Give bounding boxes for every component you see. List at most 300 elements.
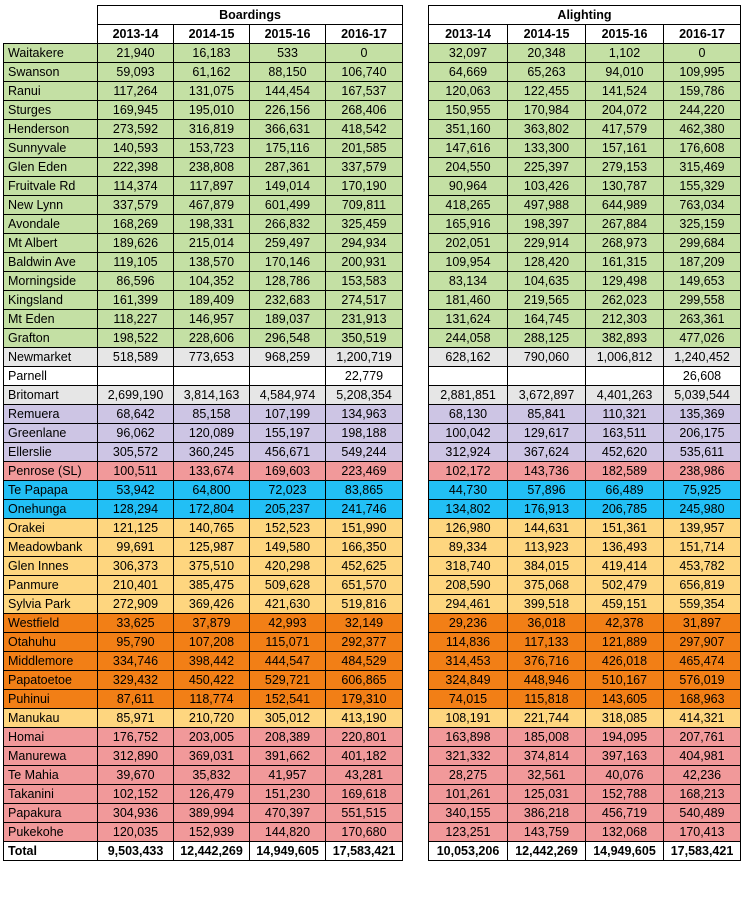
boardings-value: 223,469 [326, 462, 403, 481]
alighting-value: 244,220 [664, 101, 741, 120]
boardings-value: 151,230 [250, 785, 326, 804]
table-row [4, 234, 403, 253]
alighting-value: 351,160 [429, 120, 508, 139]
boardings-value: 87,611 [98, 690, 174, 709]
alighting-value: 414,321 [664, 709, 741, 728]
alighting-value: 207,761 [664, 728, 741, 747]
boardings-value: 120,089 [174, 424, 250, 443]
boardings-value: 421,630 [250, 595, 326, 614]
alighting-value: 121,889 [586, 633, 664, 652]
alighting-value: 114,836 [429, 633, 508, 652]
boardings-value: 484,529 [326, 652, 403, 671]
boardings-value: 325,459 [326, 215, 403, 234]
boardings-value: 146,957 [174, 310, 250, 329]
boardings-value: 37,879 [174, 614, 250, 633]
station-name: Ellerslie [4, 443, 98, 462]
alighting-value: 159,786 [664, 82, 741, 101]
alighting-value: 367,624 [508, 443, 586, 462]
alighting-value: 150,955 [429, 101, 508, 120]
boardings-value [250, 367, 326, 386]
boardings-value: 131,075 [174, 82, 250, 101]
table-row [4, 500, 403, 519]
alighting-value: 382,893 [586, 329, 664, 348]
alighting-value: 176,608 [664, 139, 741, 158]
boardings-value: 304,936 [98, 804, 174, 823]
boardings-value: 149,580 [250, 538, 326, 557]
station-name: Henderson [4, 120, 98, 139]
alighting-value: 198,397 [508, 215, 586, 234]
boardings-value: 126,479 [174, 785, 250, 804]
alighting-value: 57,896 [508, 481, 586, 500]
boardings-value: 418,542 [326, 120, 403, 139]
boardings-value: 169,945 [98, 101, 174, 120]
station-name: Onehunga [4, 500, 98, 519]
station-name: Orakei [4, 519, 98, 538]
boardings-value: 306,373 [98, 557, 174, 576]
alighting-value: 453,782 [664, 557, 741, 576]
boardings-value: 117,264 [98, 82, 174, 101]
table-row [429, 101, 741, 120]
boardings-value: 61,162 [174, 63, 250, 82]
alighting-value: 151,714 [664, 538, 741, 557]
station-name: Manurewa [4, 747, 98, 766]
table-row [429, 329, 741, 348]
boardings-value: 152,523 [250, 519, 326, 538]
year-header: 2014-15 [508, 25, 586, 44]
alighting-value: 448,946 [508, 671, 586, 690]
table-row [4, 329, 403, 348]
boardings-value: 153,723 [174, 139, 250, 158]
alighting-value: 1,102 [586, 44, 664, 63]
boardings-value: 114,374 [98, 177, 174, 196]
table-row [4, 120, 403, 139]
boardings-value: 529,721 [250, 671, 326, 690]
alighting-table [428, 5, 741, 861]
station-name: Baldwin Ave [4, 253, 98, 272]
boardings-value: 4,584,974 [250, 386, 326, 405]
boardings-value: 228,606 [174, 329, 250, 348]
alighting-value: 294,461 [429, 595, 508, 614]
boardings-value: 203,005 [174, 728, 250, 747]
boardings-value: 444,547 [250, 652, 326, 671]
alighting-value: 576,019 [664, 671, 741, 690]
table-row [4, 215, 403, 234]
boardings-value: 83,865 [326, 481, 403, 500]
station-name: Swanson [4, 63, 98, 82]
table-row [429, 386, 741, 405]
alighting-value: 288,125 [508, 329, 586, 348]
table-row [429, 177, 741, 196]
alighting-value: 5,039,544 [664, 386, 741, 405]
alighting-value: 185,008 [508, 728, 586, 747]
station-name: Glen Innes [4, 557, 98, 576]
boardings-value [174, 367, 250, 386]
alighting-value: 465,474 [664, 652, 741, 671]
station-name: Fruitvale Rd [4, 177, 98, 196]
boardings-value: 198,522 [98, 329, 174, 348]
alighting-value: 559,354 [664, 595, 741, 614]
alighting-total: 14,949,605 [586, 842, 664, 861]
station-name: Newmarket [4, 348, 98, 367]
boardings-value: 121,125 [98, 519, 174, 538]
alighting-value: 384,015 [508, 557, 586, 576]
table-row [429, 443, 741, 462]
alighting-value: 40,076 [586, 766, 664, 785]
boardings-value: 968,259 [250, 348, 326, 367]
alighting-value: 134,802 [429, 500, 508, 519]
boardings-value: 64,800 [174, 481, 250, 500]
alighting-value: 2,881,851 [429, 386, 508, 405]
boardings-value: 533 [250, 44, 326, 63]
alighting-value: 20,348 [508, 44, 586, 63]
alighting-value: 229,914 [508, 234, 586, 253]
table-row [4, 766, 403, 785]
alighting-value: 397,163 [586, 747, 664, 766]
alighting-value: 318,085 [586, 709, 664, 728]
alighting-value: 297,907 [664, 633, 741, 652]
boardings-value: 709,811 [326, 196, 403, 215]
boardings-value: 3,814,163 [174, 386, 250, 405]
boardings-value: 205,237 [250, 500, 326, 519]
boardings-value: 179,310 [326, 690, 403, 709]
boardings-value: 189,409 [174, 291, 250, 310]
boardings-value: 88,150 [250, 63, 326, 82]
boardings-value: 198,188 [326, 424, 403, 443]
table-row [4, 557, 403, 576]
boardings-value: 118,774 [174, 690, 250, 709]
boardings-value: 140,765 [174, 519, 250, 538]
boardings-value: 144,454 [250, 82, 326, 101]
table-row [429, 785, 741, 804]
table-row [4, 747, 403, 766]
alighting-value: 32,097 [429, 44, 508, 63]
boardings-value: 509,628 [250, 576, 326, 595]
boardings-value: 274,517 [326, 291, 403, 310]
alighting-value: 194,095 [586, 728, 664, 747]
alighting-value: 113,923 [508, 538, 586, 557]
boardings-value: 369,031 [174, 747, 250, 766]
alighting-value: 656,819 [664, 576, 741, 595]
total-label: Total [4, 842, 98, 861]
boardings-value: 43,281 [326, 766, 403, 785]
boardings-value: 68,642 [98, 405, 174, 424]
table-row [4, 633, 403, 652]
table-row [4, 785, 403, 804]
alighting-value: 109,954 [429, 253, 508, 272]
boardings-value: 200,931 [326, 253, 403, 272]
table-row [429, 576, 741, 595]
alighting-value: 477,026 [664, 329, 741, 348]
table-row [4, 405, 403, 424]
station-name: Ranui [4, 82, 98, 101]
boardings-value: 334,746 [98, 652, 174, 671]
year-header: 2015-16 [586, 25, 664, 44]
alighting-value: 83,134 [429, 272, 508, 291]
alighting-value: 644,989 [586, 196, 664, 215]
alighting-value: 139,957 [664, 519, 741, 538]
alighting-value: 221,744 [508, 709, 586, 728]
boardings-value: 168,269 [98, 215, 174, 234]
alighting-value: 206,175 [664, 424, 741, 443]
alighting-value: 44,730 [429, 481, 508, 500]
boardings-value: 389,994 [174, 804, 250, 823]
alighting-value [586, 367, 664, 386]
alighting-value: 314,453 [429, 652, 508, 671]
station-name: Sylvia Park [4, 595, 98, 614]
alighting-value: 28,275 [429, 766, 508, 785]
boardings-value: 360,245 [174, 443, 250, 462]
station-name: Homai [4, 728, 98, 747]
year-header: 2016-17 [664, 25, 741, 44]
alighting-value: 132,068 [586, 823, 664, 842]
alighting-value: 262,023 [586, 291, 664, 310]
alighting-value: 164,745 [508, 310, 586, 329]
boardings-value: 398,442 [174, 652, 250, 671]
boardings-value: 259,497 [250, 234, 326, 253]
alighting-total: 10,053,206 [429, 842, 508, 861]
alighting-value: 123,251 [429, 823, 508, 842]
alighting-value: 419,414 [586, 557, 664, 576]
boardings-value: 102,152 [98, 785, 174, 804]
boardings-value: 518,589 [98, 348, 174, 367]
boardings-value: 128,786 [250, 272, 326, 291]
station-name: Parnell [4, 367, 98, 386]
station-name: Papakura [4, 804, 98, 823]
boardings-value: 226,156 [250, 101, 326, 120]
table-row [4, 82, 403, 101]
boardings-value: 42,993 [250, 614, 326, 633]
boardings-value: 100,511 [98, 462, 174, 481]
boardings-value: 1,200,719 [326, 348, 403, 367]
alighting-value: 42,236 [664, 766, 741, 785]
station-name: Penrose (SL) [4, 462, 98, 481]
alighting-value: 163,898 [429, 728, 508, 747]
table-row [4, 291, 403, 310]
alighting-value: 168,213 [664, 785, 741, 804]
boardings-value: 220,801 [326, 728, 403, 747]
station-name: Manukau [4, 709, 98, 728]
boardings-total: 14,949,605 [250, 842, 326, 861]
table-row [4, 481, 403, 500]
boardings-value: 134,963 [326, 405, 403, 424]
alighting-value: 386,218 [508, 804, 586, 823]
station-name: Mt Albert [4, 234, 98, 253]
alighting-total: 17,583,421 [664, 842, 741, 861]
boardings-value: 106,740 [326, 63, 403, 82]
boardings-value: 152,541 [250, 690, 326, 709]
boardings-value: 125,987 [174, 538, 250, 557]
table-row [429, 424, 741, 443]
alighting-value: 149,653 [664, 272, 741, 291]
table-row [4, 272, 403, 291]
alighting-value: 182,589 [586, 462, 664, 481]
boardings-total: 17,583,421 [326, 842, 403, 861]
boardings-value: 117,897 [174, 177, 250, 196]
alighting-value: 74,015 [429, 690, 508, 709]
table-row [4, 823, 403, 842]
alighting-value: 790,060 [508, 348, 586, 367]
boardings-value: 773,653 [174, 348, 250, 367]
table-row [4, 139, 403, 158]
boardings-value: 153,583 [326, 272, 403, 291]
boardings-value: 22,779 [326, 367, 403, 386]
boardings-value: 198,331 [174, 215, 250, 234]
boardings-value: 467,879 [174, 196, 250, 215]
boardings-value: 35,832 [174, 766, 250, 785]
table-row [429, 823, 741, 842]
boardings-value: 208,389 [250, 728, 326, 747]
boardings-value: 170,190 [326, 177, 403, 196]
table-row [429, 519, 741, 538]
table-row [4, 348, 403, 367]
total-row [4, 842, 403, 861]
table-row [4, 652, 403, 671]
boardings-value: 305,012 [250, 709, 326, 728]
alighting-value: 64,669 [429, 63, 508, 82]
year-header: 2016-17 [326, 25, 403, 44]
boardings-value: 176,752 [98, 728, 174, 747]
table-row [4, 253, 403, 272]
station-name: Glen Eden [4, 158, 98, 177]
table-row [4, 576, 403, 595]
alighting-value: 176,913 [508, 500, 586, 519]
alighting-value: 212,303 [586, 310, 664, 329]
alighting-value: 418,265 [429, 196, 508, 215]
total-row [429, 842, 741, 861]
table-row [4, 443, 403, 462]
boardings-value: 166,350 [326, 538, 403, 557]
alighting-value: 452,620 [586, 443, 664, 462]
table-row [429, 728, 741, 747]
table-row [4, 462, 403, 481]
alighting-value: 462,380 [664, 120, 741, 139]
alighting-value: 244,058 [429, 329, 508, 348]
alighting-value: 68,130 [429, 405, 508, 424]
boardings-value: 222,398 [98, 158, 174, 177]
station-name: Sturges [4, 101, 98, 120]
alighting-value: 375,068 [508, 576, 586, 595]
boardings-value: 118,227 [98, 310, 174, 329]
table-row [4, 595, 403, 614]
boardings-value: 155,197 [250, 424, 326, 443]
alighting-value: 31,897 [664, 614, 741, 633]
alighting-value: 225,397 [508, 158, 586, 177]
boardings-value: 167,537 [326, 82, 403, 101]
alighting-value: 204,550 [429, 158, 508, 177]
boardings-value: 138,570 [174, 253, 250, 272]
table-row [4, 177, 403, 196]
boardings-value: 238,808 [174, 158, 250, 177]
table-row [429, 196, 741, 215]
alighting-value: 89,334 [429, 538, 508, 557]
boardings-value: 172,804 [174, 500, 250, 519]
alighting-value: 165,916 [429, 215, 508, 234]
table-row [4, 538, 403, 557]
alighting-value: 456,719 [586, 804, 664, 823]
alighting-value: 181,460 [429, 291, 508, 310]
alighting-value: 540,489 [664, 804, 741, 823]
boardings-value: 210,401 [98, 576, 174, 595]
boardings-value: 175,116 [250, 139, 326, 158]
table-row [429, 557, 741, 576]
alighting-value: 36,018 [508, 614, 586, 633]
station-name: Puhinui [4, 690, 98, 709]
alighting-value: 426,018 [586, 652, 664, 671]
boardings-value: 107,208 [174, 633, 250, 652]
table-row [429, 63, 741, 82]
alighting-value: 510,167 [586, 671, 664, 690]
alighting-value: 42,378 [586, 614, 664, 633]
boardings-value: 215,014 [174, 234, 250, 253]
boardings-value: 119,105 [98, 253, 174, 272]
station-name: Meadowbank [4, 538, 98, 557]
boardings-value: 85,971 [98, 709, 174, 728]
alighting-value: 321,332 [429, 747, 508, 766]
boardings-value: 241,746 [326, 500, 403, 519]
alighting-value: 263,361 [664, 310, 741, 329]
alighting-value: 143,736 [508, 462, 586, 481]
boardings-value: 144,820 [250, 823, 326, 842]
boardings-value: 99,691 [98, 538, 174, 557]
alighting-value: 459,151 [586, 595, 664, 614]
table-row [4, 367, 403, 386]
alighting-value: 122,455 [508, 82, 586, 101]
alighting-value: 115,818 [508, 690, 586, 709]
alighting-value: 151,361 [586, 519, 664, 538]
alighting-value: 110,321 [586, 405, 664, 424]
alighting-value: 363,802 [508, 120, 586, 139]
boardings-value: 128,294 [98, 500, 174, 519]
alighting-value: 245,980 [664, 500, 741, 519]
alighting-value: 143,605 [586, 690, 664, 709]
table-row [4, 804, 403, 823]
boardings-value: 231,913 [326, 310, 403, 329]
alighting-value: 628,162 [429, 348, 508, 367]
table-row [429, 500, 741, 519]
table-row [429, 158, 741, 177]
boardings-value: 232,683 [250, 291, 326, 310]
table-row [429, 120, 741, 139]
boardings-value: 606,865 [326, 671, 403, 690]
alighting-value: 299,684 [664, 234, 741, 253]
station-name: Greenlane [4, 424, 98, 443]
table-row [429, 348, 741, 367]
table-row [4, 310, 403, 329]
table-row [4, 424, 403, 443]
boardings-value: 601,499 [250, 196, 326, 215]
boardings-value: 16,183 [174, 44, 250, 63]
boardings-value: 549,244 [326, 443, 403, 462]
boardings-value: 86,596 [98, 272, 174, 291]
alighting-value: 32,561 [508, 766, 586, 785]
table-row [4, 519, 403, 538]
boardings-value: 85,158 [174, 405, 250, 424]
station-name: Kingsland [4, 291, 98, 310]
table-row [429, 462, 741, 481]
boardings-value: 316,819 [174, 120, 250, 139]
alighting-value: 206,785 [586, 500, 664, 519]
boardings-value: 296,548 [250, 329, 326, 348]
boardings-table [3, 5, 403, 861]
table-row [4, 709, 403, 728]
alighting-value: 170,984 [508, 101, 586, 120]
alighting-value: 135,369 [664, 405, 741, 424]
boardings-value: 41,957 [250, 766, 326, 785]
corner-blank [4, 25, 98, 44]
alighting-value: 143,759 [508, 823, 586, 842]
table-row [429, 538, 741, 557]
alighting-value: 144,631 [508, 519, 586, 538]
